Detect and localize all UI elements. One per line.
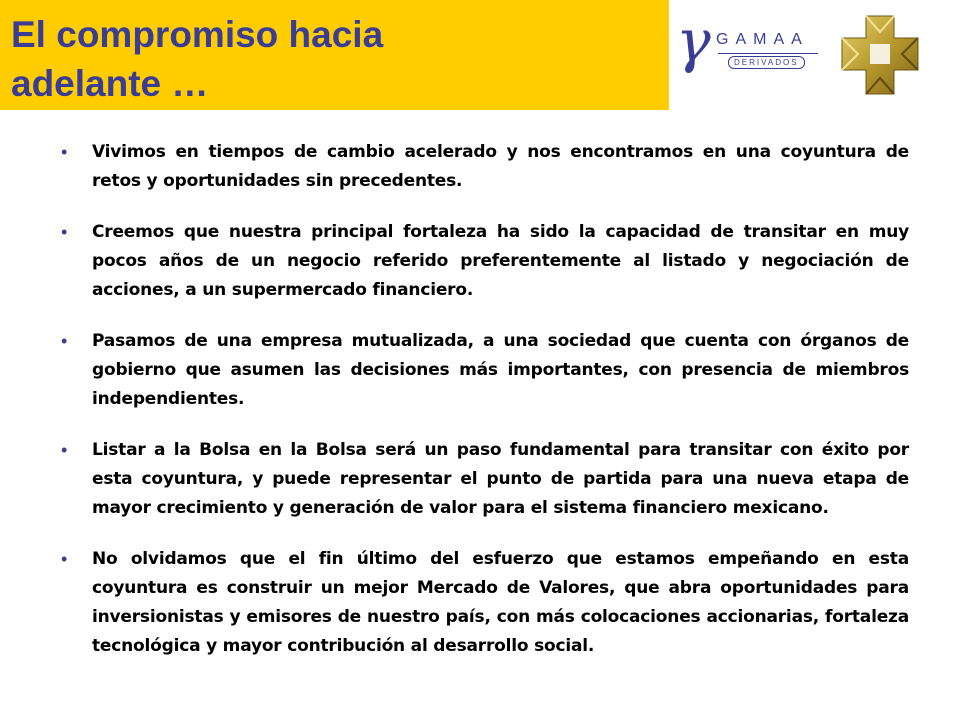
bullet-text: Listar a la Bolsa en la Bolsa será un paso fundamental para transitar con éxito por esta coyuntura, y puede representar el punto de partida para una nueva etapa de mayor crecimiento y generación de valor para el sistema financiero mexicano. <box>92 440 909 518</box>
bullet-marker: • <box>61 222 68 242</box>
title-banner <box>0 0 669 110</box>
bullet-marker: • <box>61 440 68 460</box>
bullet-marker: • <box>61 331 68 351</box>
gamaa-tagline: DERIVADOS <box>728 56 805 69</box>
gamaa-derivados-logo <box>676 7 828 86</box>
bullet-text: Vivimos en tiempos de cambio acelerado y nos encontramos en una coyuntura de retos y oportunidades sin precedentes. <box>92 142 909 191</box>
bullet-marker: • <box>61 142 68 162</box>
slide-title-line-2: adelante … <box>11 63 209 104</box>
gamaa-wordmark: GAMAA <box>716 31 809 48</box>
gamaa-logo-rule <box>718 53 818 54</box>
bullet-text: No olvidamos que el fin último del esfuerzo que estamos empeñando en esta coyuntura es construir un mejor Mercado de Valores, que abra oportunidades para inversionistas y emisores de nuestro país, con más colocaciones accionarias, fortaleza tecnológica y mayor contribución al desarrollo social. <box>92 549 909 656</box>
bullet-list <box>61 138 909 683</box>
list-item <box>61 138 909 196</box>
slide-title-line-1: El compromiso hacia <box>11 14 384 55</box>
bullet-text: Creemos que nuestra principal fortaleza ha sido la capacidad de transitar en muy pocos años de un negocio referido preferentemente al listado y negociación de acciones, a un supermercado financiero. <box>92 222 909 300</box>
list-item <box>61 327 909 414</box>
slide-title <box>11 10 383 108</box>
gold-cross-emblem-icon <box>840 14 920 96</box>
gamma-symbol: γ <box>676 7 711 75</box>
list-item <box>61 218 909 305</box>
list-item <box>61 545 909 661</box>
list-item <box>61 436 909 523</box>
bullet-text: Pasamos de una empresa mutualizada, a una sociedad que cuenta con órganos de gobierno que asumen las decisiones más importantes, con presencia de miembros independientes. <box>92 331 909 409</box>
bullet-marker: • <box>61 549 68 569</box>
